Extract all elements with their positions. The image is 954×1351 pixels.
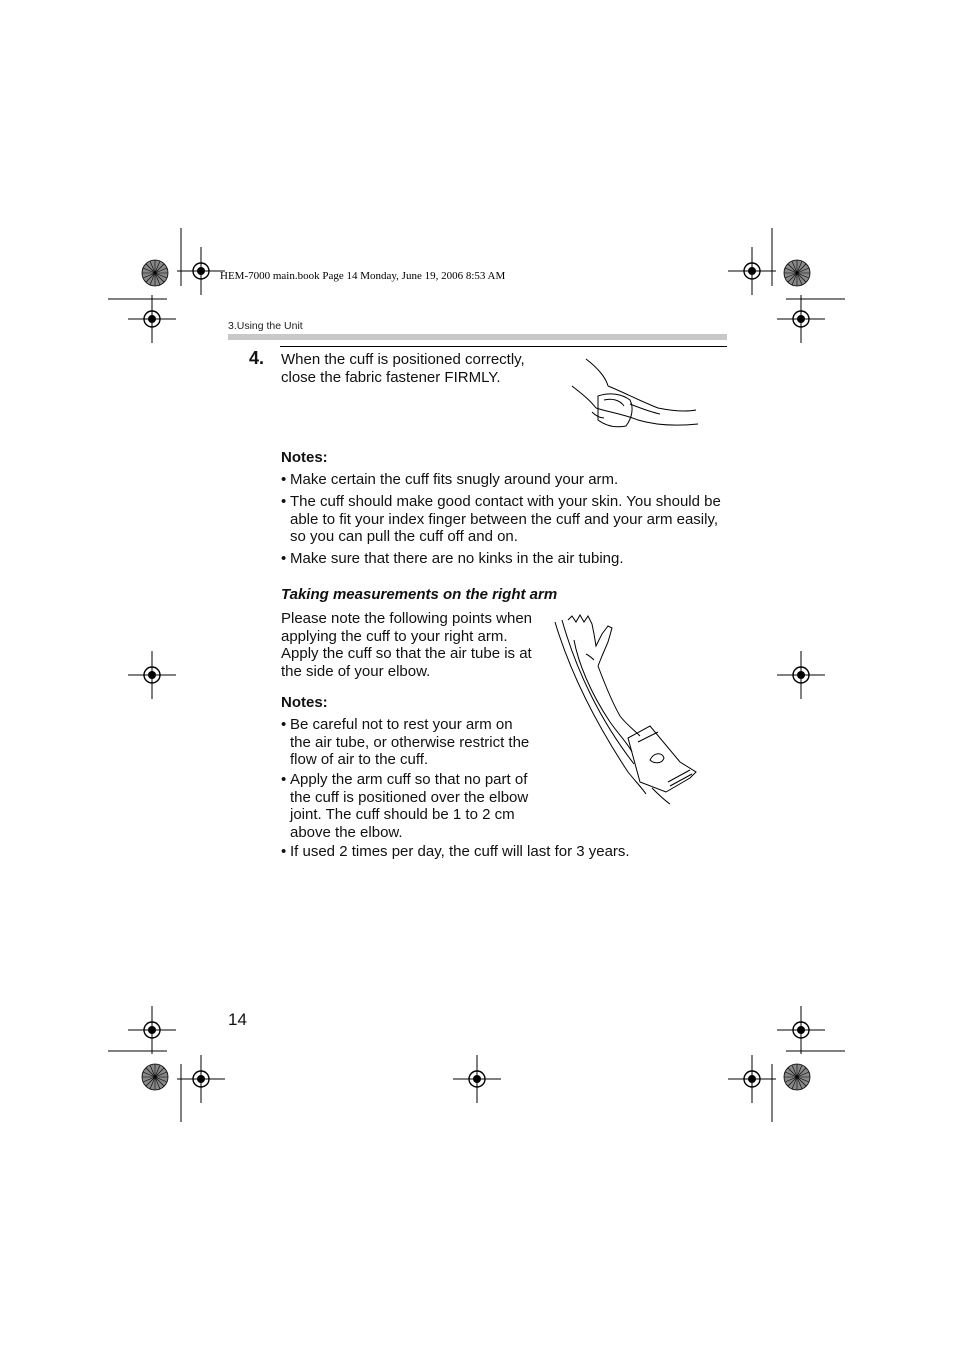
list-item — [281, 771, 543, 841]
list-item — [281, 716, 537, 769]
notes-heading: Notes: — [281, 694, 328, 711]
notes-heading: Notes: — [281, 449, 328, 466]
list-item — [281, 843, 731, 861]
page-number: 14 — [228, 1010, 247, 1029]
bullet: • — [281, 471, 287, 488]
section-subheading: Taking measurements on the right arm — [281, 586, 558, 603]
bullet: • — [281, 771, 287, 788]
header-bar — [228, 334, 727, 340]
note-text: The cuff should make good contact with your skin. You should be able to fit your index finger between the cuff and your arm easily, so you can pull the cuff off and on. — [290, 493, 721, 545]
step-number: 4. — [249, 348, 265, 368]
right-arm-illustration — [550, 612, 700, 807]
bullet: • — [281, 716, 287, 733]
header-rule — [280, 346, 727, 347]
note-text: Make sure that there are no kinks in the air tubing. — [290, 550, 624, 567]
step-text: When the cuff is positioned correctly, close the fabric fastener FIRMLY. — [281, 351, 525, 386]
bullet: • — [281, 493, 287, 510]
list-item — [281, 471, 731, 489]
note-text: If used 2 times per day, the cuff will last for 3 years. — [290, 843, 630, 860]
note-text: Make certain the cuff fits snugly around your arm. — [290, 471, 619, 488]
list-item — [281, 493, 731, 546]
note-text: Apply the arm cuff so that no part of the cuff is positioned over the elbow joint. The cuff should be 1 to 2 cm above the elbow. — [290, 771, 529, 841]
bullet: • — [281, 550, 287, 567]
section-label: 3.Using the Unit — [228, 320, 303, 332]
intro-paragraph: Please note the following points when applying the cuff to your right arm. Apply the cuff so that the air tube is at the side of your elbow. — [281, 610, 533, 680]
book-header: HEM-7000 main.book Page 14 Monday, June 19, 2006 8:53 AM — [220, 270, 506, 282]
list-item — [281, 550, 731, 568]
note-text: Be careful not to rest your arm on the air tube, or otherwise restrict the flow of air to the cuff. — [290, 716, 530, 768]
cuff-wrist-illustration — [568, 356, 703, 436]
bullet: • — [281, 843, 287, 860]
